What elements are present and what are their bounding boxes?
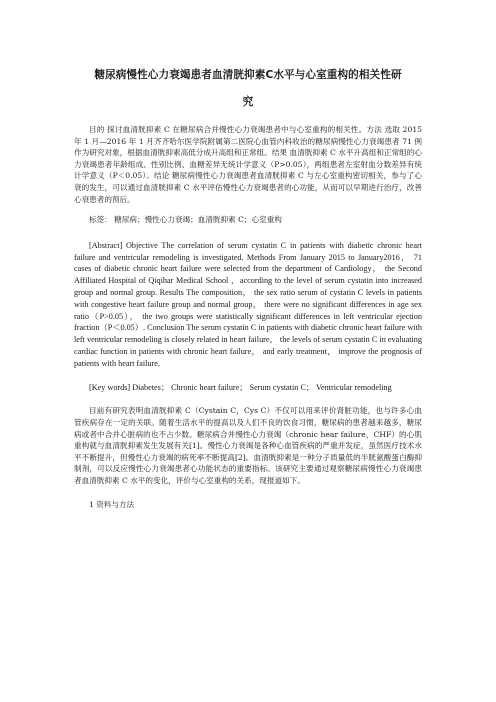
paper-title-line2: 究	[242, 96, 254, 108]
abstract-english: [Abstract] Objective The correlation of serum cystatin C in patients with diabetic chronic heart failure and ventricular remodeling is investigated. Methods From January 2015 to January2016， 71 cases of diabetic chronic heart failure were selected from the department of Cardiology， the Second Affiliated Hospital of Qiqihar Medical School ，according to the level of serum cystatin into increased group and normal group. Results The composition， the sex ratio serum of cystatin C levels in patients with congestive heart failure group and normal group， there were no significant differences in age sex ratio（P>0.05）， the two groups were statistically significant differences in left ventricular ejection fraction（P＜0.05）. Conclusion The serum cystatin C in patients with diabetic chronic heart failure with left ventricular remodeling is closely related in heart failure， the levels of serum cystatin C in evaluating cardiac function in patients with chronic heart failure， and early treatment， improve the prognosis of patients with heart failure.	[74, 240, 422, 368]
paper-title-line1: 糖尿病慢性心力衰竭患者血清胱抑素C水平与心室重构的相关性研	[94, 69, 402, 81]
introduction-paragraph: 目前有研究表明血清胱抑素 C（Cystain C，Cys C）不仅可以用来评价肾脏功能，也与许多心血管疾病存在一定的关联。随着生活水平的提高以及人们不良的饮食习惯，糖尿病的患者越来越多，糖尿病或者中合并心脏病的也不占少数。糖尿病合并慢性心力衰竭（chronic hear failure，CHF）的心肌重构就与血清胱抑素发生发展有关[1]。慢性心力衰竭是各种心血管疾病的严重并发症，虽然医疗技术水平不断提升，但慢性心力衰竭的病死率不断提高[2]。血清胱抑素是一种分子质量低的半胱氨酸蛋白酶抑制剂，可以反应慢性心力衰竭患者心功能状态的重要指标。该研究主要通过观察糖尿病慢性心力衰竭患者血清胱抑素 C 水平的变化，评价与心室重构的关系，现报道如下。	[74, 406, 422, 485]
abstract-chinese: 目的 探讨血清胱抑素 C 在糖尿病合并慢性心力衰竭患者中与心室重构的相关性。方法 选取 2015 年 1 月—2016 年 1 月齐齐哈尔医学院附属第二医院心血管内科收治的糖尿病慢性心力衰竭患者 71 例作为研究对象，根据血清胱抑素高低分成升高组和正常组。结果 血清胱抑素 C 水平升高组和正常组的心力衰竭患者年龄组成、性别比例、血糖差异无统计学意义（P>0.05），两组患者左室射血分数差异有统计学意义（P＜0.05）。结论 糖尿病慢性心力衰竭患者血清胱抑素 C 与左心室重构密切相关，参与了心衰的发生，可以通过血清胱抑素 C 水平评估慢性心力衰竭患者的心功能，从而可以早期进行治疗，改善心衰患者的预后。	[74, 125, 422, 204]
keywords-chinese: 标签： 糖尿病；慢性心力衰竭；血清胱抑素 C；心室重构	[89, 215, 282, 225]
paper-page	[74, 62, 422, 510]
section-heading-materials-methods: 1 资料与方法	[89, 500, 135, 510]
keywords-english: [Key words] Diabetes； Chronic heart failure； Serum cystatin C； Ventricular remodeling	[89, 382, 392, 392]
